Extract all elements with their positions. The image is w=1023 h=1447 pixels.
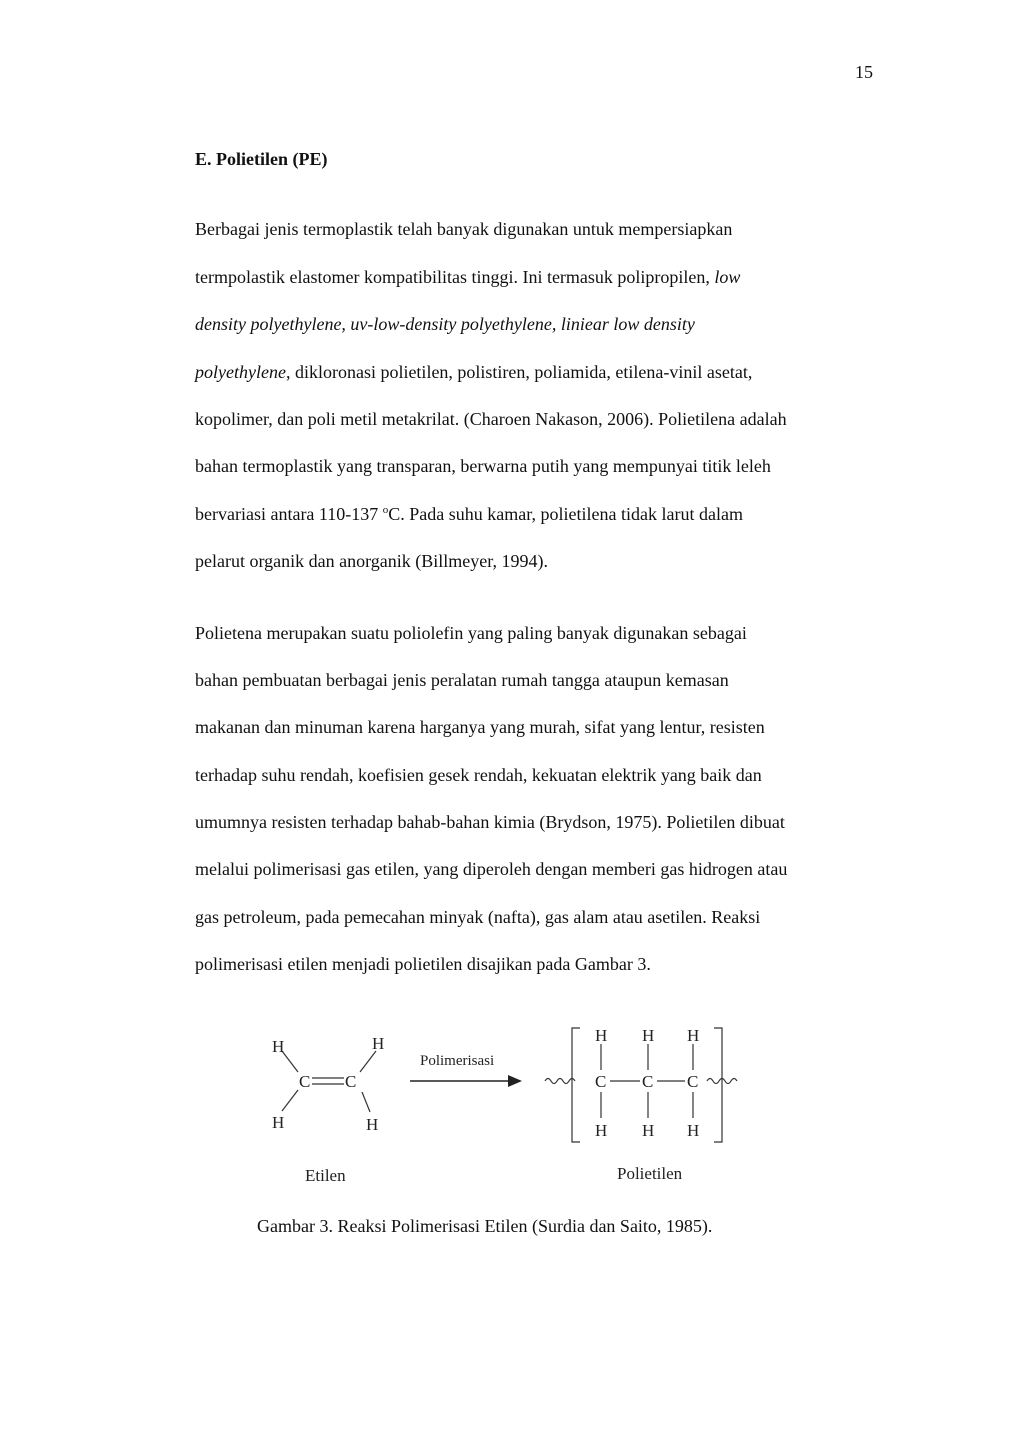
- text-line: polimerisasi etilen menjadi polietilen disajikan pada Gambar 3.: [195, 954, 651, 974]
- text-line: bahan termoplastik yang transparan, berwarna putih yang mempunyai titik leleh: [195, 456, 771, 476]
- text-line: umumnya resisten terhadap bahab-bahan kimia (Brydson, 1975). Polietilen dibuat: [195, 812, 785, 832]
- atom-label: C: [299, 1072, 311, 1091]
- atom-label: H: [372, 1034, 385, 1053]
- text-line: [195, 313, 695, 335]
- section-heading: E. Polietilen (PE): [195, 149, 328, 169]
- etilen-label: Etilen: [305, 1166, 346, 1185]
- atom-label: C: [642, 1072, 654, 1091]
- text-line: pelarut organik dan anorganik (Billmeyer, 1994).: [195, 551, 549, 571]
- text-span: termpolastik elastomer kompatibilitas tinggi. Ini termasuk polipropilen,: [195, 267, 715, 287]
- atom-label: H: [272, 1037, 285, 1056]
- text-span: bervariasi antara 110-137: [195, 504, 383, 524]
- atom-label: H: [687, 1026, 700, 1045]
- reaction-diagram: [262, 1018, 762, 1193]
- atom-label: H: [642, 1026, 655, 1045]
- text-line: Berbagai jenis termoplastik telah banyak digunakan untuk mempersiapkan: [195, 219, 733, 239]
- text-line: gas petroleum, pada pemecahan minyak (nafta), gas alam atau asetilen. Reaksi: [195, 907, 761, 927]
- italic-term: density polyethylene, uv-low-density polyethylene, liniear low density: [195, 314, 695, 334]
- atom-label: H: [642, 1121, 655, 1140]
- text-line: melalui polimerisasi gas etilen, yang diperoleh dengan memberi gas hidrogen atau: [195, 859, 788, 879]
- text-line: [195, 503, 743, 525]
- text-line: [195, 361, 752, 383]
- figure-caption: Gambar 3. Reaksi Polimerisasi Etilen (Surdia dan Saito, 1985).: [257, 1216, 713, 1236]
- arrow-label: Polimerisasi: [420, 1053, 495, 1069]
- text-line: [195, 266, 740, 288]
- atom-label: H: [595, 1026, 608, 1045]
- italic-term: polyethylene: [195, 362, 286, 382]
- atom-label: H: [366, 1115, 379, 1134]
- atom-label: C: [345, 1072, 357, 1091]
- atom-label: C: [595, 1072, 607, 1091]
- polietilen-label: Polietilen: [617, 1164, 683, 1183]
- atom-label: C: [687, 1072, 699, 1091]
- page-number: 15: [855, 62, 873, 82]
- atom-label: H: [595, 1121, 608, 1140]
- text-line: Polietena merupakan suatu poliolefin yang paling banyak digunakan sebagai: [195, 623, 747, 643]
- degree-superscript: o: [382, 504, 389, 516]
- atom-label: H: [687, 1121, 700, 1140]
- text-line: terhadap suhu rendah, koefisien gesek rendah, kekuatan elektrik yang baik dan: [195, 765, 762, 785]
- italic-term: low: [714, 267, 741, 287]
- atom-label: H: [272, 1113, 285, 1132]
- text-line: kopolimer, dan poli metil metakrilat. (Charoen Nakason, 2006). Polietilena adalah: [195, 409, 787, 429]
- text-line: makanan dan minuman karena harganya yang murah, sifat yang lentur, resisten: [195, 717, 765, 737]
- arrow-head-icon: [508, 1075, 522, 1087]
- text-line: bahan pembuatan berbagai jenis peralatan rumah tangga ataupun kemasan: [195, 670, 729, 690]
- text-span: , dikloronasi polietilen, polistiren, poliamida, etilena-vinil asetat,: [285, 362, 753, 382]
- text-span: C. Pada suhu kamar, polietilena tidak larut dalam: [388, 504, 743, 524]
- reaction-figure: [262, 1018, 762, 1193]
